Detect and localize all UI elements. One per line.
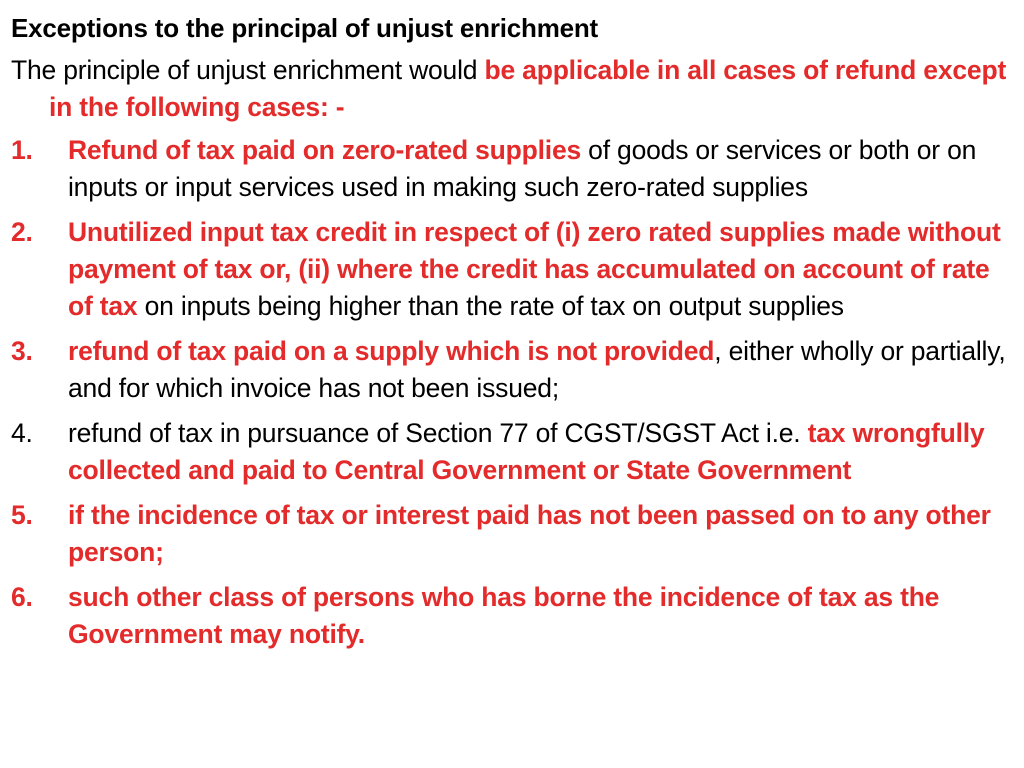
list-item-highlight: tax wrongfully collected and paid to Central Government or State Government	[68, 418, 985, 485]
intro-plain-text: The principle of unjust enrichment would	[11, 55, 485, 85]
list-item-highlight: Unutilized input tax credit in respect of (i) zero rated supplies made without payment of tax or, (ii) where the credit has accumulated on account of rate of tax	[68, 217, 1001, 321]
list-item-highlight: if the incidence of tax or interest paid has not been passed on to any other person;	[68, 500, 991, 567]
list-item-number: 1.	[11, 135, 33, 165]
list-item-number: 2.	[11, 217, 33, 247]
intro-paragraph	[11, 52, 1011, 126]
list-item	[11, 579, 1011, 653]
slide-content	[11, 10, 1011, 661]
list-item	[11, 333, 1011, 407]
list-item	[11, 214, 1011, 325]
list-item	[11, 132, 1011, 206]
list-item-number: 6.	[11, 582, 33, 612]
intro-highlight-text: be applicable in all cases of refund except in the following cases: -	[49, 55, 1007, 122]
list-item	[11, 415, 1011, 489]
list-item-text: refund of tax in pursuance of Section 77 of CGST/SGST Act i.e.	[68, 418, 808, 448]
slide-title: Exceptions to the principal of unjust enrichment	[11, 13, 599, 43]
list-item-number: 3.	[11, 336, 33, 366]
list-item-text: , either wholly or partially, and for which invoice has not been issued;	[68, 336, 1006, 403]
list-item-highlight: refund of tax paid on a supply which is not provided	[68, 336, 715, 366]
list-item-number: 4.	[11, 418, 33, 448]
list-item-highlight: such other class of persons who has borne the incidence of tax as the Government may notify.	[68, 582, 940, 649]
exceptions-list	[11, 132, 1011, 653]
list-item	[11, 497, 1011, 571]
list-item-text: on inputs being higher than the rate of tax on output supplies	[137, 291, 844, 321]
list-item-text: of goods or services or both or on inputs or input services used in making such zero-rated supplies	[68, 135, 977, 202]
list-item-highlight: Refund of tax paid on zero-rated supplies	[68, 135, 582, 165]
list-item-number: 5.	[11, 500, 33, 530]
